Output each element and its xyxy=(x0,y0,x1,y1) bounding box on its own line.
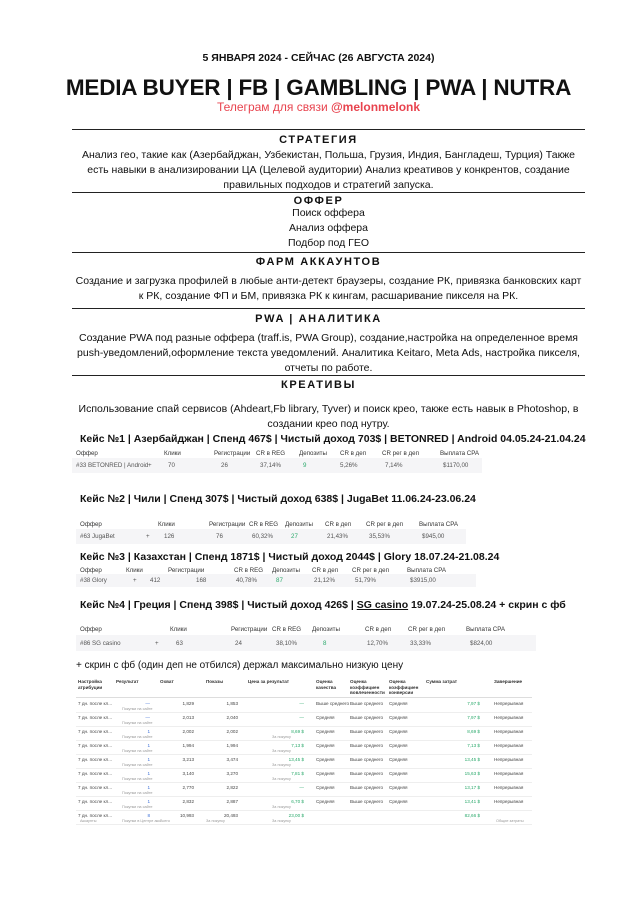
fb-table-cell: Непрерывная xyxy=(494,729,524,734)
fb-table-cell: 2,002 xyxy=(226,729,238,734)
col-offer: Оффер xyxy=(80,521,102,528)
fb-col-header[interactable]: Оценка коэффициен конверсии xyxy=(389,679,419,695)
divider xyxy=(72,129,585,130)
col-deps: Депозиты xyxy=(312,626,340,633)
divider xyxy=(72,192,585,193)
case-4-title xyxy=(80,599,566,611)
col-offer: Оффер xyxy=(76,450,98,457)
fb-table-cell: 20,493 xyxy=(223,813,238,818)
fb-table-cell: 3,213 xyxy=(182,757,194,762)
fb-note: + скрин с фб (один деп не отбился) держал максимально низкую цену xyxy=(76,660,404,671)
fb-price-subtext: За покупку xyxy=(272,762,291,767)
col-regs: Регистрации xyxy=(231,626,268,633)
fb-table-cell: Средняя xyxy=(316,799,335,804)
pwa-heading: PWA | АНАЛИТИКА xyxy=(255,313,382,325)
fb-table-cell: Средняя xyxy=(316,743,335,748)
fb-table-cell: 13,45 $ xyxy=(464,757,480,762)
fb-result-subtext: Покупки на сайте xyxy=(122,720,153,725)
offer-item: Поиск оффера xyxy=(292,207,365,219)
deps-value: 27 xyxy=(291,533,298,540)
farm-heading: ФАРМ АККАУНТОВ xyxy=(255,256,382,268)
col-offer: Оффер xyxy=(80,626,102,633)
fb-table-cell: 7,13 $ xyxy=(467,743,480,748)
case-1-stats xyxy=(72,449,482,475)
fb-table-row xyxy=(76,712,532,727)
fb-table-row xyxy=(76,810,532,825)
fb-col-header[interactable]: Цена за результат xyxy=(248,679,290,684)
case-4-title-prefix: Кейс №4 | Греция | Спенд 398$ | Чистый доход 426$ | xyxy=(80,599,357,611)
cr-dep-value: 21,43% xyxy=(327,533,348,540)
fb-table-cell: 7,13 $ xyxy=(291,743,304,748)
fb-table-cell: Непрерывная xyxy=(494,701,524,706)
fb-table-cell: — xyxy=(299,715,304,720)
fb-table-cell: Средняя xyxy=(389,729,408,734)
fb-table-cell: Средняя xyxy=(389,799,408,804)
page-title: MEDIA BUYER | FB | GAMBLING | PWA | NUTRA xyxy=(65,75,572,100)
fb-result-subtext: Покупки на сайте xyxy=(122,762,153,767)
offer-value: #86 SG casino xyxy=(80,640,121,647)
fb-table-cell: Выше среднего xyxy=(350,715,384,720)
cr-dep-value: 12,70% xyxy=(367,640,388,647)
fb-table-cell: Непрерывная xyxy=(494,757,524,762)
fb-table-cell: 13,17 $ xyxy=(464,785,480,790)
fb-table-cell: 1 xyxy=(147,757,150,762)
strategy-heading: СТРАТЕГИЯ xyxy=(279,134,358,146)
fb-table-cell: 2,887 xyxy=(226,799,238,804)
col-payout: Выплата CPA xyxy=(440,450,480,457)
clicks-value: 126 xyxy=(164,533,175,540)
case-2-stats xyxy=(76,520,466,546)
expand-plus-icon[interactable]: + xyxy=(148,462,152,469)
fb-table-cell: Выше среднего xyxy=(350,701,384,706)
divider xyxy=(72,375,585,376)
fb-table-cell: 7 дн. после кл... xyxy=(78,743,113,748)
fb-table-cell: Выше среднего xyxy=(350,743,384,748)
case-3-stats xyxy=(76,566,476,592)
fb-table-cell: Непрерывная xyxy=(494,799,524,804)
col-cr-reg: CR в REG xyxy=(256,450,286,457)
fb-total-subtext: Всего xyxy=(160,818,170,823)
fb-total-subtext: За покупку xyxy=(206,818,225,823)
expand-plus-icon[interactable]: + xyxy=(155,640,159,647)
fb-col-header[interactable]: Показы xyxy=(206,679,224,684)
col-regs: Регистрации xyxy=(214,450,251,457)
fb-table-cell: 10,993 xyxy=(179,813,194,818)
payout-value: $1170,00 xyxy=(443,462,469,469)
col-offer: Оффер xyxy=(80,567,102,574)
fb-table-cell: 3,140 xyxy=(182,771,194,776)
case-1-title: Кейс №1 | Азербайджан | Спенд 467$ | Чистый доход 703$ | BETONRED | Android 04.05.24-21.04.24 xyxy=(80,433,586,445)
fb-table-cell: 1 xyxy=(147,785,150,790)
fb-table-cell: 2,832 xyxy=(182,799,194,804)
fb-col-header[interactable]: Оценка качества xyxy=(316,679,337,690)
fb-col-header[interactable]: Настройка атрибуции xyxy=(78,679,103,690)
fb-table-row xyxy=(76,726,532,741)
col-regs: Регистрации xyxy=(209,521,246,528)
fb-table-cell: 3,270 xyxy=(226,771,238,776)
cr-dep-value: 21,12% xyxy=(314,577,335,584)
header-date: 5 ЯНВАРЯ 2024 - СЕЙЧАС (26 АВГУСТА 2024) xyxy=(202,52,435,64)
col-deps: Депозиты xyxy=(285,521,313,528)
creatives-text: Использование спай сервисов (Ahdeart,Fb library, Tyver) и поиск крео, также есть навык в Photoshop, в создании крео под нутру. xyxy=(78,403,579,430)
fb-table-cell: Выше среднего xyxy=(350,757,384,762)
payout-value: $3915,00 xyxy=(410,577,436,584)
fb-ads-table xyxy=(76,676,532,824)
col-cr-reg-dep: CR рег в деп xyxy=(382,450,419,457)
fb-price-subtext: За покупку xyxy=(272,748,291,753)
fb-result-subtext: Покупки на сайте xyxy=(122,706,153,711)
fb-table-cell: Выше среднего xyxy=(316,701,350,706)
fb-price-subtext: За покупку xyxy=(272,818,291,823)
fb-col-header[interactable]: Охват xyxy=(160,679,174,684)
fb-table-cell: 7 дн. после кл... xyxy=(78,785,113,790)
cr-reg-dep-value: 7,14% xyxy=(385,462,403,469)
fb-table-cell: 1,994 xyxy=(182,743,194,748)
fb-table-cell: — xyxy=(299,701,304,706)
col-payout: Выплата CPA xyxy=(466,626,506,633)
deps-value: 87 xyxy=(276,577,283,584)
fb-table-row xyxy=(76,740,532,755)
fb-table-cell: 15,63 $ xyxy=(464,771,480,776)
fb-result-subtext: Покупки на сайте xyxy=(122,748,153,753)
fb-table-cell: 7,81 $ xyxy=(291,771,304,776)
fb-table-cell: Средняя xyxy=(316,757,335,762)
expand-plus-icon[interactable]: + xyxy=(146,533,150,540)
fb-col-header[interactable]: Завершение xyxy=(494,679,523,684)
regs-value: 26 xyxy=(221,462,228,469)
col-clicks: Клики xyxy=(164,450,181,457)
divider xyxy=(72,252,585,253)
fb-col-header[interactable]: Сумма затрат xyxy=(426,679,458,684)
fb-table-cell: 7,97 $ xyxy=(467,715,480,720)
fb-col-header[interactable]: Оценка коэффициен вовлеченности xyxy=(350,679,385,695)
fb-table-row xyxy=(76,796,532,811)
fb-table-cell: Выше среднего xyxy=(350,785,384,790)
fb-table-cell: 7 дн. после кл... xyxy=(78,729,113,734)
fb-table-cell: 1 xyxy=(147,743,150,748)
fb-table-row xyxy=(76,698,532,713)
fb-table-cell: 2,040 xyxy=(226,715,238,720)
col-cr-reg-dep: CR рег в деп xyxy=(408,626,445,633)
offer-value: #38 Glory xyxy=(80,577,107,584)
col-cr-dep: CR в деп xyxy=(340,450,367,457)
regs-value: 24 xyxy=(235,640,242,647)
clicks-value: 70 xyxy=(168,462,175,469)
case-4-stats xyxy=(76,625,536,653)
fb-table-cell: Выше среднего xyxy=(350,729,384,734)
col-cr-reg-dep: CR рег в деп xyxy=(366,521,403,528)
pwa-text: Создание PWA под разные оффера (traff.is, PWA Group), создание,настройка на определенное время push-уведомлений,оформление текста уведомлений. Аналитика Keitaro, Meta Ads, настройка пикселя, отчеты по работе. xyxy=(77,332,580,374)
fb-price-subtext: За покупку xyxy=(272,734,291,739)
cr-reg-value: 37,14% xyxy=(260,462,281,469)
case-4-title-suffix: 19.07.24-25.08.24 + скрин с фб xyxy=(408,599,566,611)
clicks-value: 412 xyxy=(150,577,161,584)
cr-reg-dep-value: 51,79% xyxy=(355,577,376,584)
fb-table-cell: — xyxy=(299,785,304,790)
cr-reg-value: 40,78% xyxy=(236,577,257,584)
cr-reg-value: 38,10% xyxy=(276,640,297,647)
fb-table-cell: Выше среднего xyxy=(350,799,384,804)
col-cr-reg: CR в REG xyxy=(234,567,264,574)
fb-table-cell: Средняя xyxy=(316,729,335,734)
payout-value: $824,00 xyxy=(470,640,493,647)
fb-table-cell: — xyxy=(145,715,150,720)
cr-reg-dep-value: 33,33% xyxy=(410,640,431,647)
fb-table-cell: 2,822 xyxy=(226,785,238,790)
fb-table-cell: — xyxy=(145,701,150,706)
fb-table-cell: 3,474 xyxy=(226,757,238,762)
fb-table-cell: Средняя xyxy=(316,715,335,720)
fb-table-cell: 2,002 xyxy=(182,729,194,734)
fb-table-cell: 8 xyxy=(147,813,150,818)
fb-table-cell: 82,66 $ xyxy=(464,813,480,818)
case-4-offer-link[interactable]: SG casino xyxy=(356,599,409,611)
fb-table-cell: Средняя xyxy=(389,785,408,790)
expand-plus-icon[interactable]: + xyxy=(133,577,137,584)
strategy-text: Анализ гео, такие как (Азербайджан, Узбекистан, Польша, Грузия, Индия, Бангладеш, Турция) Также есть навыки в анализировании ЦА (Целевой аудитории) Анализ креативов у конкрентов, создание правильных подходов и стратегий запуска. xyxy=(81,149,576,191)
fb-table-cell: 13,41 $ xyxy=(464,799,480,804)
col-clicks: Клики xyxy=(158,521,175,528)
offer-value: #33 BETONRED | Android xyxy=(76,462,149,469)
fb-price-subtext: За покупку xyxy=(272,804,291,809)
contact-line xyxy=(0,100,637,114)
fb-table-cell: 7 дн. после кл... xyxy=(78,757,113,762)
fb-table-cell: 23,00 $ xyxy=(288,813,304,818)
fb-table-cell: 1 xyxy=(147,729,150,734)
fb-table-cell: 7 дн. после кл... xyxy=(78,813,113,818)
divider xyxy=(72,308,585,309)
fb-table-cell: Непрерывная xyxy=(494,743,524,748)
payout-value: $945,00 xyxy=(422,533,445,540)
contact-prefix: Телеграм для связи xyxy=(216,100,331,114)
fb-table-cell: 13,45 $ xyxy=(288,757,304,762)
col-deps: Депозиты xyxy=(299,450,327,457)
fb-table-row xyxy=(76,754,532,769)
fb-result-subtext: Покупки на сайте xyxy=(122,776,153,781)
fb-table-cell: 6,70 $ xyxy=(291,799,304,804)
fb-result-subtext: Покупки на сайте xyxy=(122,804,153,809)
fb-table-cell: Средняя xyxy=(389,701,408,706)
col-cr-dep: CR в деп xyxy=(325,521,352,528)
col-cr-dep: CR в деп xyxy=(365,626,392,633)
offer-heading: ОФФЕР xyxy=(293,195,344,207)
fb-total-subtext: Аккаунты xyxy=(80,818,97,823)
fb-result-subtext: Покупки на сайте xyxy=(122,790,153,795)
fb-table-cell: 1 xyxy=(147,799,150,804)
telegram-handle-link[interactable]: @melonmelonk xyxy=(330,100,421,114)
fb-price-subtext: За покупку xyxy=(272,776,291,781)
fb-col-header[interactable]: Результат xyxy=(116,679,139,684)
fb-table-cell: 7,97 $ xyxy=(467,701,480,706)
col-deps: Депозиты xyxy=(272,567,300,574)
deps-value: 8 xyxy=(323,640,327,647)
col-clicks: Клики xyxy=(126,567,143,574)
fb-table-cell: Средняя xyxy=(389,757,408,762)
fb-table-cell: 1,994 xyxy=(226,743,238,748)
case-2-title: Кейс №2 | Чили | Спенд 307$ | Чистый доход 638$ | JugaBet 11.06.24-23.06.24 xyxy=(80,493,476,505)
fb-table-cell: 2,770 xyxy=(182,785,194,790)
col-clicks: Клики xyxy=(170,626,187,633)
col-cr-reg-dep: CR рег в деп xyxy=(352,567,389,574)
regs-value: 76 xyxy=(216,533,223,540)
fb-table-cell: 8,69 $ xyxy=(467,729,480,734)
fb-total-subtext: Общие затраты xyxy=(496,818,524,823)
fb-table-cell: Средняя xyxy=(316,771,335,776)
fb-table-cell: 7 дн. после кл... xyxy=(78,799,113,804)
fb-table-row xyxy=(76,768,532,783)
offer-item: Подбор под ГЕО xyxy=(287,237,370,249)
fb-table-cell: Выше среднего xyxy=(350,771,384,776)
fb-result-subtext: Покупки на сайте xyxy=(122,734,153,739)
regs-value: 168 xyxy=(196,577,207,584)
fb-table-cell: 7 дн. после кл... xyxy=(78,701,113,706)
fb-table-cell: 1 xyxy=(147,771,150,776)
cr-dep-value: 5,26% xyxy=(340,462,358,469)
col-cr-reg: CR в REG xyxy=(272,626,302,633)
cr-reg-dep-value: 35,53% xyxy=(369,533,390,540)
fb-table-cell: 7 дн. после кл... xyxy=(78,771,113,776)
fb-table-cell: 2,013 xyxy=(182,715,194,720)
clicks-value: 63 xyxy=(176,640,183,647)
fb-table-cell: Непрерывная xyxy=(494,715,524,720)
fb-table-cell: 7 дн. после кл... xyxy=(78,715,113,720)
col-payout: Выплата CPA xyxy=(419,521,459,528)
deps-value: 9 xyxy=(303,462,307,469)
fb-table-header xyxy=(76,676,532,698)
col-payout: Выплата CPA xyxy=(407,567,447,574)
fb-table-cell: 1,829 xyxy=(182,701,194,706)
col-regs: Регистрации xyxy=(168,567,205,574)
offer-item: Анализ оффера xyxy=(288,222,368,234)
fb-table-cell: 8,69 $ xyxy=(291,729,304,734)
fb-table-cell: Непрерывная xyxy=(494,785,524,790)
fb-table-cell: Средняя xyxy=(316,785,335,790)
fb-result-subtext: Покупки в Центре акк. xyxy=(122,818,161,823)
fb-table-row xyxy=(76,782,532,797)
offer-value: #63 JugaBet xyxy=(80,533,115,540)
col-cr-reg: CR в REG xyxy=(249,521,279,528)
cr-reg-value: 60,32% xyxy=(252,533,273,540)
farm-text: Создание и загрузка профилей в любые анти-детект браузеры, создание РК, привязка банковских карт к РК, создание ФП и БМ, привязка РК к кингам, расшаривание пикселя на РК. xyxy=(75,275,582,302)
case-3-title: Кейс №3 | Казахстан | Спенд 1871$ | Чистый доход 2044$ | Glory 18.07.24-21.08.24 xyxy=(80,551,500,563)
fb-table-cell: Средняя xyxy=(389,771,408,776)
fb-table-cell: Непрерывная xyxy=(494,771,524,776)
fb-table-cell: Средняя xyxy=(389,743,408,748)
fb-table-cell: Средняя xyxy=(389,715,408,720)
col-cr-dep: CR в деп xyxy=(312,567,339,574)
fb-table-cell: 1,853 xyxy=(226,701,238,706)
creatives-heading: КРЕАТИВЫ xyxy=(281,379,356,391)
